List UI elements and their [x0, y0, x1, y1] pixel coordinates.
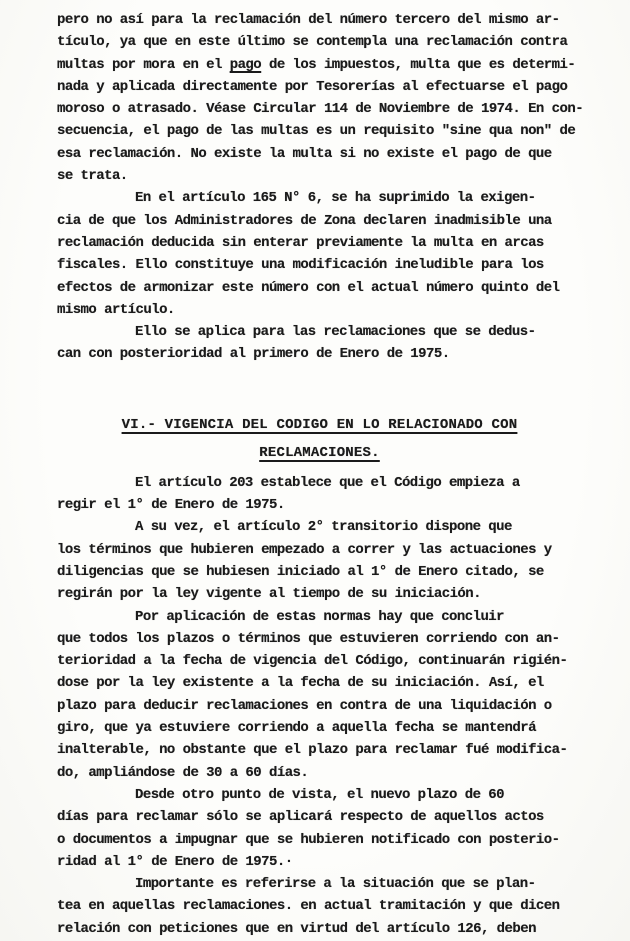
text-line: dose por la ley existente a la fecha de su iniciación. Así, el	[57, 675, 544, 692]
text-line: que todos los plazos o términos que estuvieren corriendo con an-	[57, 630, 560, 647]
text-line: El artículo 203 establece que el Código empieza a	[135, 474, 520, 491]
text-line: diligencias que se hubiesen iniciado al 1° de Enero citado, se	[57, 563, 544, 580]
text-line: pero no así para la reclamación del número tercero del mismo ar-	[57, 12, 560, 28]
text-line: tea en aquellas reclamaciones. en actual tramitación y que dicen	[57, 898, 560, 915]
text-line: regir el 1° de Enero de 1975.	[57, 497, 285, 514]
text-line: Por aplicación de estas normas hay que concluir	[135, 608, 505, 625]
text-line: regirán por la ley vigente al tiempo de su iniciación.	[57, 586, 481, 603]
heading-line: VI.- VIGENCIA DEL CODIGO EN LO RELACIONADO CON	[121, 416, 518, 433]
paragraph	[57, 321, 602, 366]
text-line	[57, 54, 602, 76]
text-line: secuencia, el pago de las multas es un requisito "sine qua non" de	[57, 123, 576, 140]
paragraph	[57, 784, 602, 873]
paragraph	[57, 472, 602, 517]
text-line: se trata.	[57, 168, 128, 185]
text-line: A su vez, el artículo 2° transitorio dispone que	[135, 519, 512, 536]
text-segment: de los impuestos, multa que es determi-	[261, 56, 576, 73]
paragraph	[57, 187, 602, 321]
text-segment: multas por mora en el	[57, 56, 230, 73]
text-line: cia de que los Administradores de Zona declaren inadmisible una	[57, 212, 552, 229]
paragraph	[57, 873, 602, 940]
text-line: esa reclamación. No existe la multa si no existe el pago de que	[57, 145, 552, 162]
heading-line: RECLAMACIONES.	[259, 444, 380, 461]
text-line: terioridad a la fecha de vigencia del Código, continuarán rigién-	[57, 653, 568, 670]
text-line: Importante es referirse a la situación que se plan-	[135, 876, 536, 893]
text-line: do, ampliándose de 30 a 60 días.	[57, 764, 309, 781]
text-line: Ello se aplica para las reclamaciones que se dedus-	[135, 324, 536, 341]
underlined-word: pago	[229, 56, 262, 73]
paragraph	[57, 606, 602, 784]
text-line: can con posterioridad al primero de Enero de 1975.	[57, 346, 450, 363]
text-line: los términos que hubieren empezado a correr y las actuaciones y	[57, 541, 552, 558]
section-heading	[57, 411, 602, 467]
text-line: fiscales. Ello constituye una modificación ineludible para los	[57, 257, 544, 274]
text-line: o documentos a impugnar que se hubieren notificado con posterio-	[57, 831, 560, 848]
text-line: nada y aplicada directamente por Tesorerías al efectuarse el pago	[57, 78, 568, 95]
text-line: días para reclamar sólo se aplicará respecto de aquellos actos	[57, 809, 544, 826]
text-line: moroso o atrasado. Véase Circular 114 de Noviembre de 1974. En con-	[57, 101, 584, 118]
text-line: efectos de armonizar este número con el actual número quinto del	[57, 279, 560, 296]
paragraph	[57, 9, 602, 187]
text-line: plazo para deducir reclamaciones en contra de una liquidación o	[57, 697, 552, 714]
text-line: inalterable, no obstante que el plazo para reclamar fué modifica-	[57, 742, 568, 759]
paragraph	[57, 516, 602, 605]
text-line: reclamación deducida sin enterar previamente la multa en arcas	[57, 234, 544, 251]
text-line: giro, que ya estuviere corriendo a aquella fecha se mantendrá	[57, 720, 536, 737]
text-line: En el artículo 165 N° 6, se ha suprimido la exigen-	[135, 190, 536, 207]
text-line: tículo, ya que en este último se contempla una reclamación contra	[57, 34, 568, 51]
text-line: relación con peticiones que en virtud del artículo 126, deben	[57, 920, 536, 937]
text-line: ridad al 1° de Enero de 1975.·	[57, 853, 293, 870]
text-line: Desde otro punto de vista, el nuevo plazo de 60	[135, 786, 505, 803]
text-line: mismo artículo.	[57, 301, 175, 318]
